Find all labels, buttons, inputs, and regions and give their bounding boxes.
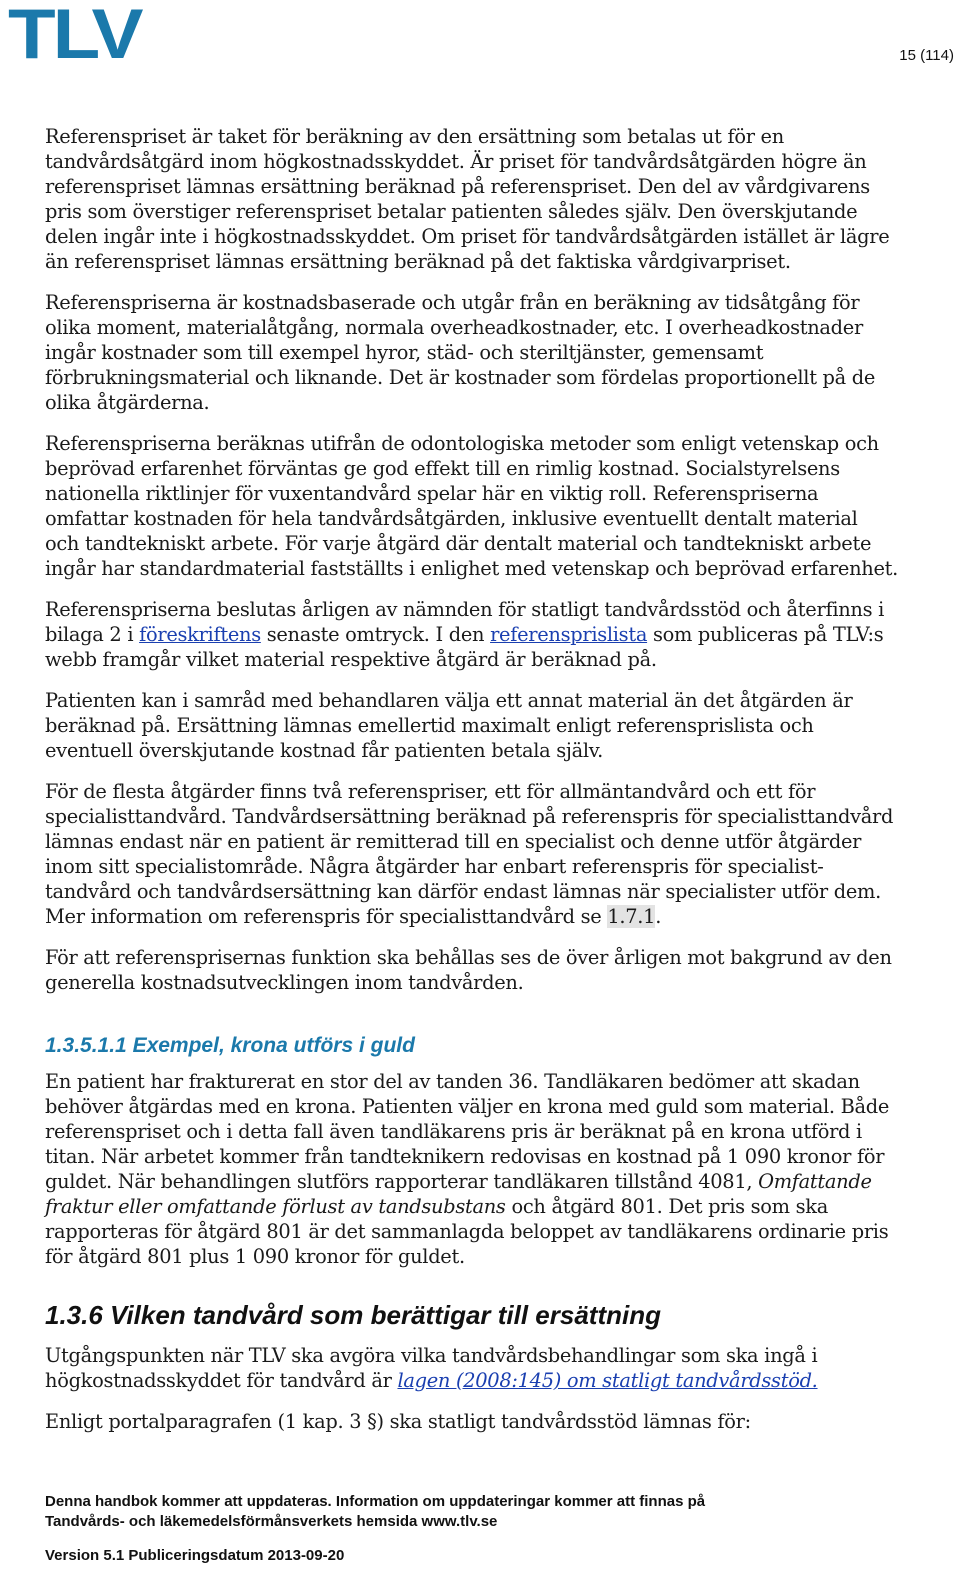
version-info: Version 5.1 Publiceringsdatum 2013-09-20: [45, 1547, 345, 1564]
paragraph-annat-material: Patienten kan i samråd med behandlaren välja ett annat material än det åtgärden är beräknad på. Ersättning lämnas emellertid maximalt enligt referensprislista och eventuell överskjutande kostnad får patienten betala själv.: [45, 689, 853, 762]
heading-vilken-tandvard: 1.3.6 Vilken tandvård som berättigar till ersättning: [45, 1300, 661, 1330]
lagen-link[interactable]: lagen (2008:145) om statligt tandvårdsstöd.: [397, 1369, 818, 1392]
footer-notice: [45, 1492, 705, 1532]
section-ref-1-7-1[interactable]: 1.7.1: [607, 905, 656, 928]
paragraph-referenspris: Referenspriset är taket för beräkning av den ersättning som betalas ut för en tandvårdsåtgärd inom högkostnadsskyddet. Är priset för tandvårdsåtgärden högre än referenspriset lämnas ersättning beräknad på referenspriset. Den del av vårdgivarens pris som överstiger referenspriset betalar patienten således själv. Den överskjutande delen ingår inte i högkostnadsskyddet. Om priset för tandvårdsåtgärden istället är lägre än referenspriset lämnas ersättning beräknad på det faktiska vårdgivarpriset.: [45, 125, 890, 273]
paragraph-beslutas: Referenspriserna beslutas årligen av nämnden för statligt tandvårdsstöd och återfinns i bilaga 2 i föreskriftens senaste omtryck. I den referensprislista som publiceras på TLV:s webb framgår vilket material respektive åtgärd är beräknad på.: [45, 598, 885, 671]
paragraph-utgangspunkten: Utgångspunkten när TLV ska avgöra vilka tandvårdsbehandlingar som ska ingå i högkostnadsskyddet för tandvård är lagen (2008:145) om statligt tandvårdsstöd.: [45, 1344, 818, 1392]
document-body: [45, 124, 917, 1450]
paragraph-tva-referenspriser: För de flesta åtgärder finns två referenspriser, ett för allmäntandvård och ett för specialisttandvård. Tandvårdsersättning beräknad på referenspris för specialisttandvård lämnas endast när en patient är remitterad till en specialist och denne utför åtgärder inom sitt specialistområde. Några åtgärder har enbart referenspris för specialist- tandvård och tandvårdsersättning kan därför endast lämnas när specialister utför dem. Mer information om referenspris för specialisttandvård se 1.7.1.: [45, 780, 894, 928]
tlv-logo: TLV: [8, 0, 141, 74]
foreskriftens-link[interactable]: föreskriftens: [139, 623, 261, 646]
referensprislista-link[interactable]: referensprislista: [490, 623, 648, 646]
paragraph-arligen: För att referensprisernas funktion ska behållas ses de över årligen mot bakgrund av den generella kostnadsutvecklingen inom tandvården.: [45, 946, 892, 994]
paragraph-portalparagrafen: Enligt portalparagrafen (1 kap. 3 §) ska statligt tandvårdsstöd lämnas för:: [45, 1410, 751, 1433]
heading-exempel-krona: 1.3.5.1.1 Exempel, krona utförs i guld: [45, 1034, 415, 1057]
page-number: 15 (114): [899, 47, 954, 64]
paragraph-exempel: En patient har frakturerat en stor del av tanden 36. Tandläkaren bedömer att skadan behöver åtgärdas med en krona. Patienten väljer en krona med guld som material. Både referenspriset och i detta fall även tandläkarens pris är beräknat på en krona utförd i titan. När arbetet kommer från tandteknikern redovisas en kostnad på 1 090 kronor för guldet. När behandlingen slutförs rapporterar tandläkaren tillstånd 4081, Omfattande fraktur eller omfattande förlust av tandsubstans och åtgärd 801. Det pris som ska rapporteras för åtgärd 801 är det sammanlagda beloppet av tandläkarens ordinarie pris för åtgärd 801 plus 1 090 kronor för guldet.: [45, 1070, 890, 1268]
paragraph-odontologiska-metoder: Referenspriserna beräknas utifrån de odontologiska metoder som enligt vetenskap och beprövad erfarenhet förväntas ge god effekt till en rimlig kostnad. Socialstyrelsens nationella riktlinjer för vuxentandvård spelar här en viktig roll. Referenspriserna omfattar kostnaden för hela tandvårdsåtgärden, inklusive eventuellt dentalt material och tandtekniskt arbete. För varje åtgärd där dentalt material och tandtekniskt arbete ingår har standardmaterial fastställts i enlighet med vetenskap och beprövad erfarenhet.: [45, 432, 899, 580]
footer-line-2: Tandvårds- och läkemedelsförmånsverkets hemsida www.tlv.se: [45, 1513, 498, 1530]
footer-line-1: Denna handbok kommer att uppdateras. Information om uppdateringar kommer att finnas på: [45, 1493, 706, 1510]
paragraph-kostnadsbaserade: Referenspriserna är kostnadsbaserade och utgår från en beräkning av tidsåtgång för olika moment, materialåtgång, normala overheadkostnader, etc. I overheadkostnader ingår kostnader som till exempel hyror, städ- och steriltjänster, gemensamt förbrukningsmaterial och liknande. Det är kostnader som fördelas proportionellt på de olika åtgärderna.: [45, 291, 876, 414]
